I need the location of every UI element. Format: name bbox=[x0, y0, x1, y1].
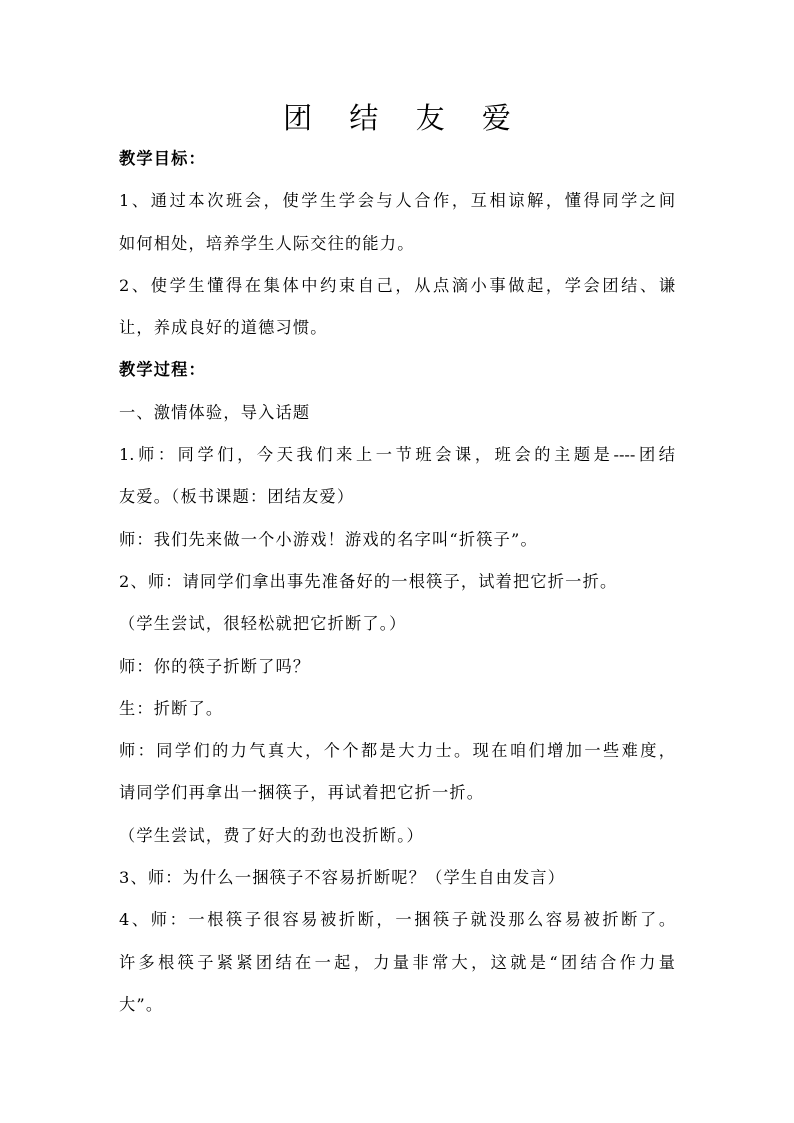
process-heading: 教学过程： bbox=[119, 360, 206, 380]
step-1-line-2: 友爱。（板书课题：团结友爱） bbox=[119, 487, 355, 507]
goal-2-line-2: 让，养成良好的道德习惯。 bbox=[119, 318, 328, 338]
student-answer-1-line: 生：折断了。 bbox=[119, 698, 224, 718]
step-3-line: 3、师：为什么一捆筷子不容易折断呢？（学生自由发言） bbox=[119, 868, 566, 888]
step-1-line-1: 1.师：同学们，今天我们来上一节班会课，班会的主题是----团结 bbox=[119, 445, 675, 465]
teacher-praise-line-1: 师：同学们的力气真大，个个都是大力士。现在咱们增加一些难度， bbox=[119, 741, 675, 761]
goal-1-line-1: 1、通过本次班会，使学生学会与人合作，互相谅解，懂得同学之间 bbox=[119, 191, 675, 211]
student-try-1-line: （学生尝试，很轻松就把它折断了。） bbox=[119, 614, 407, 634]
teacher-question-1-line: 师：你的筷子折断了吗？ bbox=[119, 656, 311, 676]
step-4-line-1: 4、师：一根筷子很容易被折断，一捆筷子就没那么容易被折断了。 bbox=[119, 910, 675, 930]
step-4-line-3: 大”。 bbox=[119, 994, 164, 1014]
teacher-game-line: 师：我们先来做一个小游戏！游戏的名字叫“折筷子”。 bbox=[119, 529, 538, 549]
step-4-line-2: 许多根筷子紧紧团结在一起，力量非常大，这就是“团结合作力量 bbox=[119, 952, 675, 972]
teacher-praise-line-2: 请同学们再拿出一捆筷子，再试着把它折一折。 bbox=[119, 783, 485, 803]
goal-1-line-2: 如何相处，培养学生人际交往的能力。 bbox=[119, 233, 415, 253]
step-2-line: 2、师：请同学们拿出事先准备好的一根筷子，试着把它折一折。 bbox=[119, 571, 618, 591]
goals-heading: 教学目标： bbox=[119, 149, 206, 168]
student-try-2-line: （学生尝试，费了好大的劲也没折断。） bbox=[119, 825, 424, 845]
part-1-title: 一、激情体验，导入话题 bbox=[119, 402, 311, 422]
goal-2-line-1: 2、使学生懂得在集体中约束自己，从点滴小事做起，学会团结、谦 bbox=[119, 275, 675, 295]
document-body bbox=[119, 138, 675, 1026]
document-title: 团 结 友 爱 bbox=[283, 101, 525, 135]
